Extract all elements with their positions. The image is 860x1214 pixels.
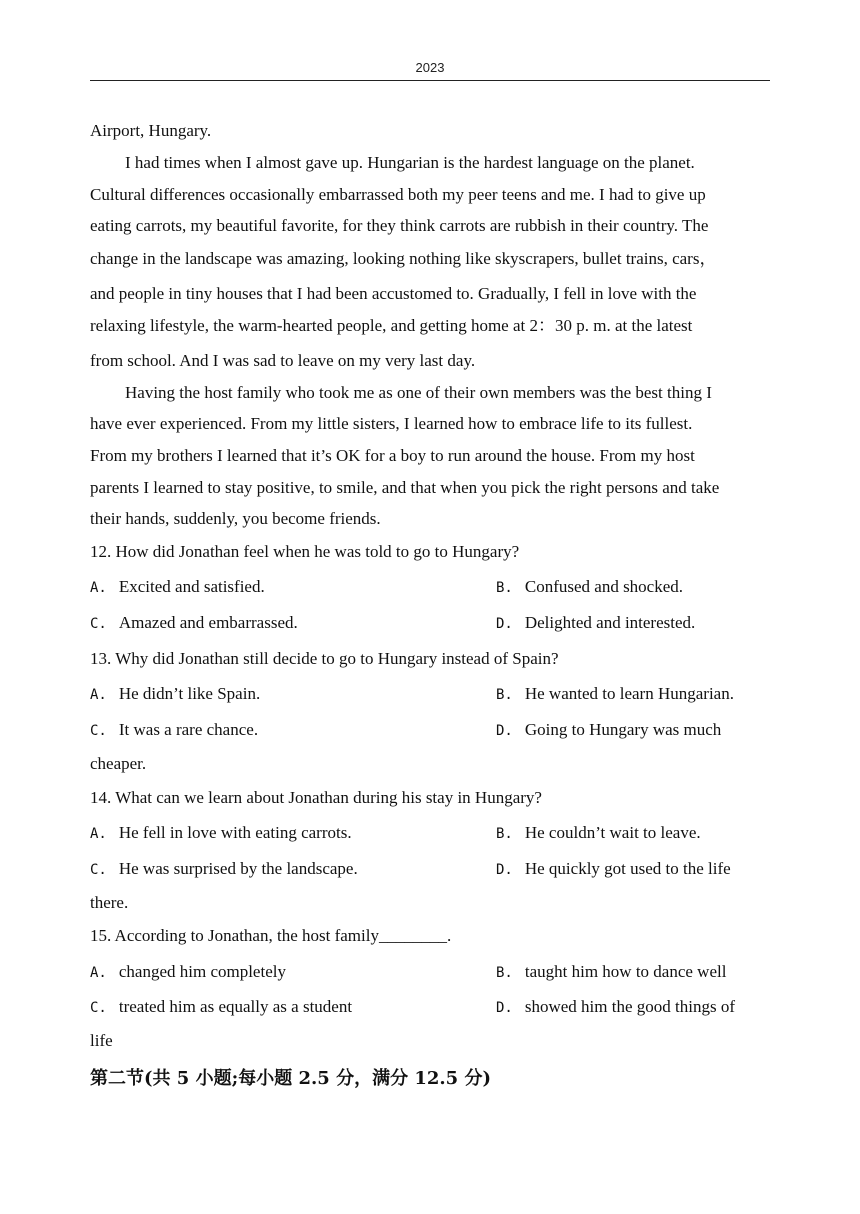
question-stem: 15. According to Jonathan, the host family________. <box>90 926 452 945</box>
option-b[interactable] <box>496 684 734 705</box>
option-letter: A. <box>90 580 107 596</box>
option-letter: D. <box>496 862 513 878</box>
header-rule <box>90 80 770 81</box>
question-stem: 14. What can we learn about Jonathan during his stay in Hungary? <box>90 788 542 807</box>
option-text: treated him as equally as a student <box>118 997 353 1016</box>
option-text: He didn’t like Spain. <box>118 684 261 703</box>
passage-line: parents I learned to stay positive, to smile, and that when you pick the right persons and take <box>90 478 720 497</box>
passage-line: and people in tiny houses that I had been accustomed to. Gradually, I fell in love with the <box>90 284 697 303</box>
option-c[interactable] <box>90 997 352 1018</box>
option-d[interactable] <box>496 613 695 634</box>
passage-line: Having the host family who took me as one of their own members was the best thing I <box>125 383 712 402</box>
option-text: He was surprised by the landscape. <box>118 859 358 878</box>
option-b[interactable] <box>496 823 701 844</box>
option-text: It was a rare chance. <box>118 720 259 739</box>
option-a[interactable] <box>90 962 286 983</box>
option-d[interactable] <box>496 997 735 1018</box>
option-letter: B. <box>496 826 513 842</box>
option-b[interactable] <box>496 962 726 983</box>
option-letter: B. <box>496 580 513 596</box>
option-text: He wanted to learn Hungarian. <box>524 684 734 703</box>
option-letter: A. <box>90 965 107 981</box>
passage-line: eating carrots, my beautiful favorite, for they think carrots are rubbish in their country. The <box>90 216 709 235</box>
option-b[interactable] <box>496 577 683 598</box>
option-text: He couldn’t wait to leave. <box>524 823 701 842</box>
question-stem: 12. How did Jonathan feel when he was told to go to Hungary? <box>90 542 520 561</box>
passage-line: have ever experienced. From my little sisters, I learned how to embrace life to its fullest. <box>90 414 693 433</box>
option-letter: A. <box>90 687 107 703</box>
passage-line: Cultural differences occasionally embarrassed both my peer teens and me. I had to give up <box>90 185 706 204</box>
option-d[interactable] <box>496 720 721 741</box>
option-c[interactable] <box>90 859 358 880</box>
option-letter: B. <box>496 965 513 981</box>
option-text: Delighted and interested. <box>524 613 696 632</box>
option-a[interactable] <box>90 823 352 844</box>
option-text: Going to Hungary was much <box>524 720 722 739</box>
passage-line: their hands, suddenly, you become friends. <box>90 509 381 528</box>
option-a[interactable] <box>90 577 265 598</box>
option-wrap: life <box>90 1031 113 1050</box>
passage-line: I had times when I almost gave up. Hungarian is the hardest language on the planet. <box>125 153 695 172</box>
option-text: showed him the good things of <box>524 997 735 1016</box>
option-letter: D. <box>496 616 513 632</box>
option-text: Confused and shocked. <box>524 577 684 596</box>
option-letter: C. <box>90 862 107 878</box>
option-letter: D. <box>496 723 513 739</box>
passage-line: from school. And I was sad to leave on my very last day. <box>90 351 476 370</box>
option-text: He quickly got used to the life <box>524 859 731 878</box>
header-year: 2023 <box>415 60 445 75</box>
option-text: taught him how to dance well <box>524 962 727 981</box>
option-c[interactable] <box>90 720 258 741</box>
option-letter: C. <box>90 616 107 632</box>
passage-line: From my brothers I learned that it’s OK for a boy to run around the house. From my host <box>90 446 695 465</box>
option-wrap: there. <box>90 893 129 912</box>
option-letter: C. <box>90 723 107 739</box>
option-text: He fell in love with eating carrots. <box>118 823 352 842</box>
option-letter: D. <box>496 1000 513 1016</box>
option-a[interactable] <box>90 684 260 705</box>
option-wrap: cheaper. <box>90 754 147 773</box>
option-letter: C. <box>90 1000 107 1016</box>
passage-line: change in the landscape was amazing, looking nothing like skyscrapers, bullet trains, cars， <box>90 249 717 268</box>
option-text: changed him completely <box>118 962 286 981</box>
option-letter: A. <box>90 826 107 842</box>
option-text: Amazed and embarrassed. <box>118 613 298 632</box>
option-d[interactable] <box>496 859 731 880</box>
option-letter: B. <box>496 687 513 703</box>
passage-line: relaxing lifestyle, the warm-hearted people, and getting home at 2：30 p. m. at the latest <box>90 316 693 335</box>
question-stem: 13. Why did Jonathan still decide to go to Hungary instead of Spain? <box>90 649 559 668</box>
option-c[interactable] <box>90 613 298 634</box>
passage-line: Airport, Hungary. <box>90 121 212 140</box>
section-heading: 第二节(共 5 小题;每小题 2.5 分，满分 12.5 分) <box>90 1068 491 1089</box>
option-text: Excited and satisfied. <box>118 577 265 596</box>
